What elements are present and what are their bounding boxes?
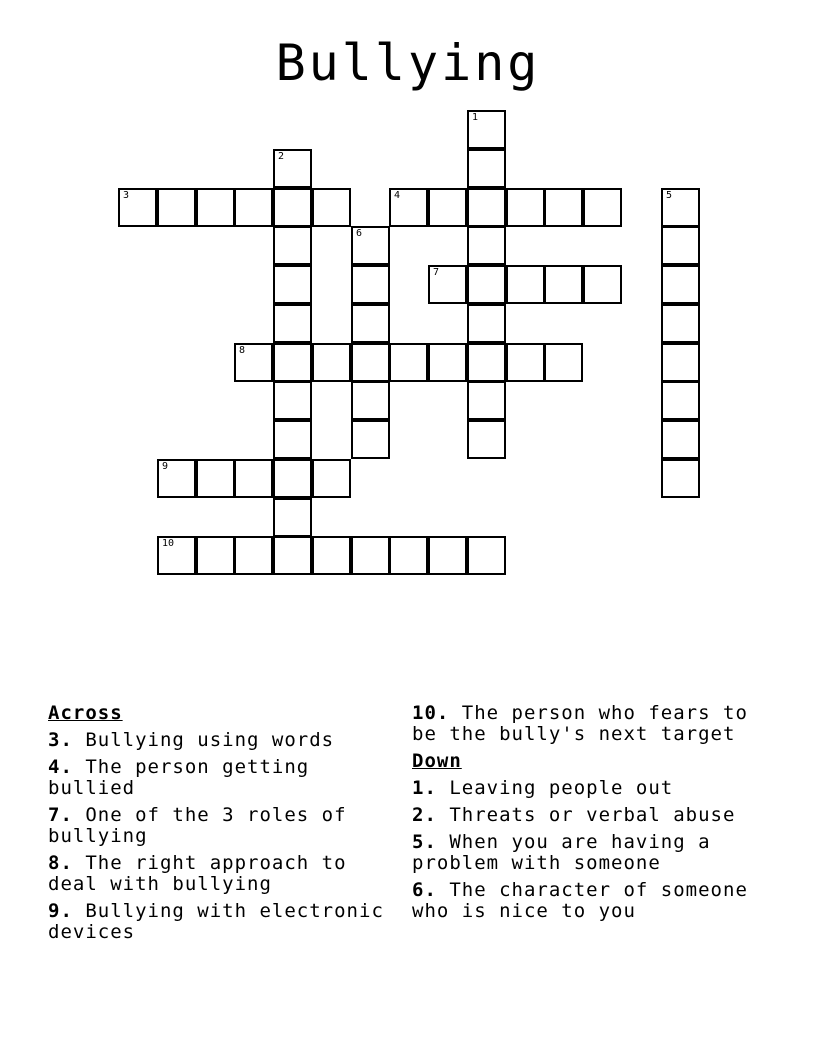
grid-cell[interactable] [312,459,351,498]
grid-cell[interactable] [661,265,700,304]
clue-text: Bullying using words [85,729,335,751]
grid-cell[interactable] [428,536,467,575]
cell-number: 7 [433,267,440,278]
grid-cell[interactable] [583,265,622,304]
grid-cell[interactable] [583,188,622,227]
clue-text: One of the 3 roles of bullying [48,804,347,847]
grid-cell[interactable] [661,381,700,420]
grid-cell[interactable] [273,343,312,382]
cell-number: 4 [394,190,401,201]
grid-cell[interactable] [661,420,700,459]
cell-number: 9 [162,461,169,472]
grid-cell[interactable] [351,265,390,304]
cell-number: 3 [123,190,130,201]
clue-number: 10. [412,702,450,724]
clue-number: 1. [412,777,437,799]
clues-left-column [48,703,398,949]
grid-cell[interactable] [467,149,506,188]
clue-number: 8. [48,852,73,874]
clue-number: 6. [412,879,437,901]
clue-down-6 [412,880,782,922]
grid-cell[interactable] [157,188,196,227]
grid-cell[interactable] [544,188,583,227]
across-heading: Across [48,702,123,724]
grid-cell[interactable] [273,304,312,343]
grid-cell[interactable] [467,226,506,265]
grid-cell[interactable] [467,381,506,420]
cell-number: 5 [666,190,673,201]
grid-cell[interactable] [467,343,506,382]
grid-cell[interactable] [273,226,312,265]
grid-cell[interactable] [661,343,700,382]
grid-cell[interactable] [312,188,351,227]
down-heading: Down [412,750,462,772]
grid-cell[interactable] [273,536,312,575]
clue-down-2 [412,805,782,826]
grid-cell[interactable] [389,188,428,227]
grid-cell[interactable] [351,536,390,575]
grid-cell[interactable] [467,265,506,304]
grid-cell[interactable] [467,420,506,459]
clue-number: 3. [48,729,73,751]
cell-number: 8 [239,345,246,356]
grid-cell[interactable] [661,304,700,343]
grid-cell[interactable] [312,343,351,382]
clue-down-1 [412,778,782,799]
grid-cell[interactable] [506,265,545,304]
clue-across-10 [412,703,782,745]
grid-cell[interactable] [234,536,273,575]
grid-cell[interactable] [157,536,196,575]
grid-cell[interactable] [196,188,235,227]
clue-across-8 [48,853,398,895]
clue-number: 5. [412,831,437,853]
clue-number: 9. [48,900,73,922]
grid-cell[interactable] [234,188,273,227]
grid-cell[interactable] [234,459,273,498]
grid-cell[interactable] [196,459,235,498]
clue-number: 7. [48,804,73,826]
cell-number: 1 [472,112,479,123]
grid-cell[interactable] [389,343,428,382]
grid-cell[interactable] [118,188,157,227]
clue-number: 4. [48,756,73,778]
clue-down-5 [412,832,782,874]
grid-cell[interactable] [506,343,545,382]
grid-cell[interactable] [351,343,390,382]
grid-cell[interactable] [351,226,390,265]
clue-text: Bullying with electronic devices [48,900,384,943]
clue-text: Leaving people out [449,777,674,799]
grid-cell[interactable] [428,188,467,227]
grid-cell[interactable] [273,188,312,227]
grid-cell[interactable] [273,420,312,459]
clue-text: The person getting bullied [48,756,310,799]
grid-cell[interactable] [351,304,390,343]
grid-cell[interactable] [273,381,312,420]
cell-number: 10 [162,538,175,549]
grid-cell[interactable] [389,536,428,575]
grid-cell[interactable] [467,110,506,149]
grid-cell[interactable] [428,343,467,382]
grid-cell[interactable] [467,304,506,343]
clue-number: 2. [412,804,437,826]
grid-cell[interactable] [273,149,312,188]
clue-text: Threats or verbal abuse [449,804,736,826]
grid-cell[interactable] [661,459,700,498]
cell-number: 2 [278,151,285,162]
clue-across-3 [48,730,398,751]
grid-cell[interactable] [544,265,583,304]
grid-cell[interactable] [661,226,700,265]
grid-cell[interactable] [157,459,196,498]
grid-cell[interactable] [273,459,312,498]
grid-cell[interactable] [273,265,312,304]
grid-cell[interactable] [196,536,235,575]
cell-number: 6 [356,228,363,239]
clues-right-column [412,703,782,928]
clue-across-7 [48,805,398,847]
grid-cell[interactable] [351,420,390,459]
clue-text: The person who fears to be the bully's next target [412,702,748,745]
grid-cell[interactable] [351,381,390,420]
clue-across-4 [48,757,398,799]
clue-text: When you are having a problem with someone [412,831,711,874]
clue-text: The character of someone who is nice to you [412,879,748,922]
puzzle-title: Bullying [275,34,541,92]
grid-cell[interactable] [467,536,506,575]
grid-cell[interactable] [506,188,545,227]
grid-cell[interactable] [234,343,273,382]
grid-cell[interactable] [544,343,583,382]
grid-cell[interactable] [273,498,312,537]
grid-cell[interactable] [467,188,506,227]
grid-cell[interactable] [661,188,700,227]
grid-cell[interactable] [428,265,467,304]
clue-text: The right approach to deal with bullying [48,852,347,895]
clue-across-9 [48,901,398,943]
grid-cell[interactable] [312,536,351,575]
